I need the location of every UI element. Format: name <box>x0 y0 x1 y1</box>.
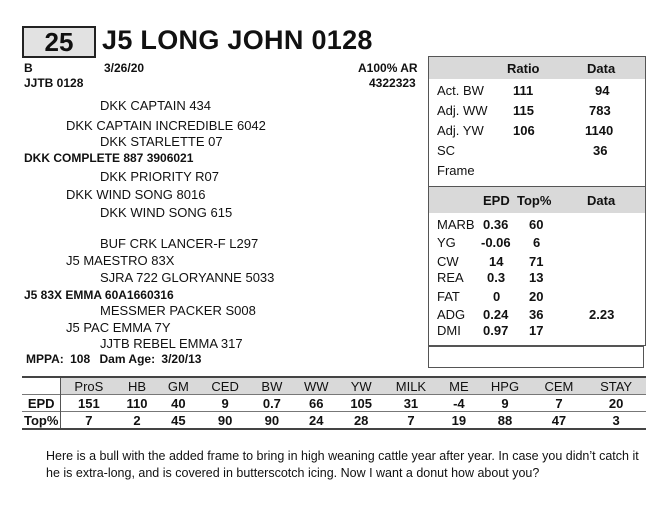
top-percent-value: 28 <box>340 412 383 430</box>
epd-value: -4 <box>439 395 478 412</box>
carcass-label: CW <box>437 254 459 269</box>
carcass-label: ADG <box>437 307 466 322</box>
epd-column-header: WW <box>293 377 340 395</box>
perf-label: SC <box>437 143 456 158</box>
epd-header-row <box>22 377 646 395</box>
epd-column-header: CED <box>199 377 251 395</box>
epd-column-header: GM <box>158 377 199 395</box>
carcass-top-header: Top% <box>517 193 552 208</box>
pedigree-sire-sire: DKK CAPTAIN INCREDIBLE 6042 <box>66 118 266 133</box>
tattoo: JJTB 0128 <box>24 76 84 90</box>
pedigree-sire-dam: DKK WIND SONG 8016 <box>66 187 206 202</box>
dam-age-value: 3/20/13 <box>161 352 202 366</box>
epd-column-header: ME <box>439 377 478 395</box>
sex-code: B <box>24 61 33 75</box>
carcass-epd-header: EPD <box>483 193 510 208</box>
pedigree-dam-sire-dam: SJRA 722 GLORYANNE 5033 <box>100 270 275 285</box>
top-percent-value: 88 <box>478 412 531 430</box>
epd-value: 151 <box>61 395 116 412</box>
carcass-epd: 0 <box>493 289 501 304</box>
top-percent-row-label: Top% <box>22 412 61 430</box>
mppa-row <box>26 352 201 366</box>
epd-value: 31 <box>382 395 439 412</box>
epd-value: 66 <box>293 395 340 412</box>
dam-age-label: Dam Age: <box>99 352 156 366</box>
epd-column-header: BW <box>251 377 292 395</box>
pedigree-dam-sire: J5 MAESTRO 83X <box>66 253 175 268</box>
carcass-top: 17 <box>529 323 544 338</box>
registration-type: A100% AR <box>358 61 418 75</box>
carcass-top: 13 <box>529 270 544 285</box>
carcass-epd: 14 <box>489 254 504 269</box>
pedigree-sire-sire-dam: DKK STARLETTE 07 <box>100 134 223 149</box>
perf-ratio: 111 <box>513 83 534 98</box>
mppa-value: 108 <box>70 352 91 366</box>
epd-value: 7 <box>532 395 587 412</box>
pedigree-sire-sire-sire: DKK CAPTAIN 434 <box>100 98 212 113</box>
epd-column-header: ProS <box>61 377 116 395</box>
carcass-top: 60 <box>529 217 544 232</box>
pedigree-dam: J5 83X EMMA 60A1660316 <box>24 288 174 302</box>
carcass-top: 36 <box>529 307 544 322</box>
epd-column-header: CEM <box>532 377 587 395</box>
epd-table <box>22 376 646 430</box>
epd-value: 0.7 <box>251 395 292 412</box>
top-percent-value: 7 <box>382 412 439 430</box>
perf-data: 94 <box>595 83 610 98</box>
top-percent-value: 90 <box>251 412 292 430</box>
epd-row-label: EPD <box>22 395 61 412</box>
top-percent-value: 7 <box>61 412 116 430</box>
top-percent-value: 24 <box>293 412 340 430</box>
perf-data: 783 <box>589 103 611 118</box>
perf-ratio: 115 <box>513 103 534 118</box>
pedigree-dam-dam-sire: MESSMER PACKER S008 <box>100 303 256 318</box>
carcass-top: 6 <box>533 235 541 250</box>
carcass-top: 71 <box>529 254 544 269</box>
top-percent-value: 45 <box>158 412 199 430</box>
perf-ratio: 106 <box>513 123 535 138</box>
carcass-header <box>429 187 645 213</box>
epd-value: 40 <box>158 395 199 412</box>
lot-description: Here is a bull with the added frame to bring in high weaning cattle year after year. In case you didn’t catch it he is extra-long, and is covered in butterscotch icing. Now I want a donut how about you? <box>46 449 639 480</box>
lot-number: 25 <box>22 26 96 58</box>
carcass-panel <box>428 186 646 346</box>
carcass-epd: 0.36 <box>483 217 509 232</box>
empty-notes-box <box>428 346 644 368</box>
top-percent-row <box>22 412 646 430</box>
registration-number: 4322323 <box>369 76 416 90</box>
carcass-label: YG <box>437 235 456 250</box>
pedigree-dam-dam: J5 PAC EMMA 7Y <box>66 320 171 335</box>
pedigree-dam-sire-sire: BUF CRK LANCER-F L297 <box>100 236 259 251</box>
performance-ratio-header: Ratio <box>507 61 540 76</box>
epd-value: 20 <box>586 395 646 412</box>
epd-column-header: YW <box>340 377 383 395</box>
mppa-label: MPPA: <box>26 352 64 366</box>
performance-data-header: Data <box>587 61 616 76</box>
epd-column-header: HPG <box>478 377 531 395</box>
perf-label: Act. BW <box>437 83 484 98</box>
performance-header <box>429 57 645 79</box>
epd-corner-cell <box>22 377 61 395</box>
epd-value: 9 <box>199 395 251 412</box>
pedigree-sire: DKK COMPLETE 887 3906021 <box>24 151 194 165</box>
epd-column-header: MILK <box>382 377 439 395</box>
carcass-data: 2.23 <box>589 307 615 322</box>
pedigree-dam-dam-dam: JJTB REBEL EMMA 317 <box>100 336 243 351</box>
epd-value-row <box>22 395 646 412</box>
epd-value: 9 <box>478 395 531 412</box>
carcass-top: 20 <box>529 289 544 304</box>
carcass-label: FAT <box>437 289 460 304</box>
carcass-epd: 0.24 <box>483 307 509 322</box>
top-percent-value: 19 <box>439 412 478 430</box>
pedigree-sire-dam-dam: DKK WIND SONG 615 <box>100 205 233 220</box>
perf-label: Adj. WW <box>437 103 488 118</box>
perf-label: Adj. YW <box>437 123 484 138</box>
birth-date: 3/26/20 <box>104 61 145 75</box>
carcass-epd: -0.06 <box>481 235 511 250</box>
animal-name: J5 LONG JOHN 0128 <box>102 25 373 55</box>
epd-value: 105 <box>340 395 383 412</box>
performance-panel <box>428 56 646 188</box>
epd-column-header: HB <box>116 377 157 395</box>
top-percent-value: 2 <box>116 412 157 430</box>
pedigree-sire-dam-sire: DKK PRIORITY R07 <box>100 169 219 184</box>
epd-column-header: STAY <box>586 377 646 395</box>
epd-value: 110 <box>116 395 157 412</box>
perf-data: 1140 <box>585 123 614 138</box>
top-percent-value: 3 <box>586 412 646 430</box>
carcass-label: REA <box>437 270 464 285</box>
carcass-epd: 0.97 <box>483 323 509 338</box>
perf-data: 36 <box>593 143 608 158</box>
top-percent-value: 90 <box>199 412 251 430</box>
carcass-label: DMI <box>437 323 461 338</box>
carcass-epd: 0.3 <box>487 270 506 285</box>
top-percent-value: 47 <box>532 412 587 430</box>
carcass-data-header: Data <box>587 193 616 208</box>
carcass-label: MARB <box>437 217 475 232</box>
perf-label: Frame <box>437 163 475 178</box>
